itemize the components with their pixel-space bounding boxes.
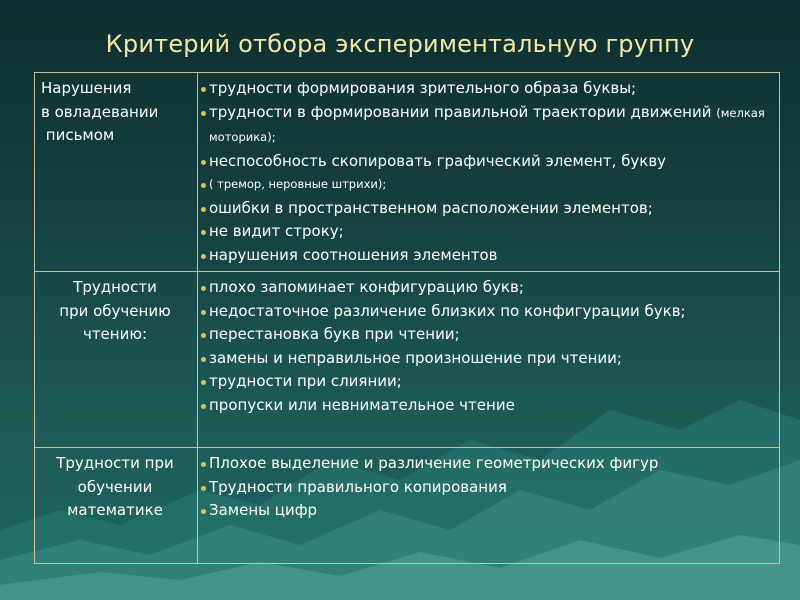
row-items-writing — [198, 73, 780, 272]
table-row — [35, 73, 780, 272]
row-header-line: письмом — [41, 126, 115, 144]
list-item: не видит строку; — [200, 220, 775, 244]
list-item: нарушения соотношения элементов — [200, 244, 775, 268]
criteria-table — [34, 72, 780, 564]
list-item: неспособность скопировать графический элемент, букву — [200, 150, 775, 174]
list-item: трудности формирования зрительного образа буквы; — [200, 77, 775, 101]
list-item-note: (мелкая моторика); — [209, 105, 765, 144]
list-item: ошибки в пространственном расположении элементов; — [200, 197, 775, 221]
list-item: пропуски или невнимательное чтение — [200, 394, 775, 418]
list-item: Трудности правильного копирования — [200, 476, 775, 500]
row-items-reading — [198, 272, 780, 448]
list-item: Плохое выделение и различение геометрических фигур — [200, 452, 775, 476]
row-header-math — [35, 448, 198, 564]
row-header-reading — [35, 272, 198, 448]
table-row — [35, 448, 780, 564]
row-header-line: в овладевании — [41, 102, 159, 121]
list-item: плохо запоминает конфигурацию букв; — [200, 276, 775, 300]
row-header-line: математике — [67, 501, 163, 519]
list-item: перестановка букв при чтении; — [200, 323, 775, 347]
row-header-line: чтению: — [82, 325, 148, 343]
list-item: трудности при слиянии; — [200, 370, 775, 394]
table-row — [35, 272, 780, 448]
row-header-line: обучении — [77, 477, 153, 496]
list-item: ( тремор, неровные штрихи); — [200, 173, 775, 197]
page-title: Критерий отбора экспериментальную группу — [105, 30, 695, 58]
row-header-line: Нарушения — [41, 79, 132, 97]
row-header-line: при обучению — [59, 301, 171, 320]
row-header-line: Трудности при — [56, 454, 174, 472]
list-item: Замены цифр — [200, 499, 775, 523]
list-item-text: трудности в формировании правильной траектории движений — [209, 102, 712, 121]
row-header-line: Трудности — [73, 278, 157, 296]
row-items-math — [198, 448, 780, 564]
row-header-writing — [35, 73, 198, 272]
list-item: недостаточное различение близких по конфигурации букв; — [200, 300, 775, 324]
list-item — [200, 101, 775, 150]
list-item: замены и неправильное произношение при чтении; — [200, 347, 775, 371]
